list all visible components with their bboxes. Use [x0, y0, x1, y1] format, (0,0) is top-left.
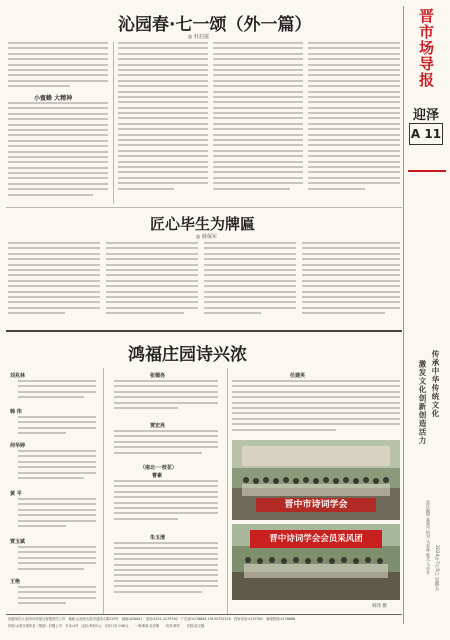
poem-center-author-2: 贾宏亮: [150, 423, 166, 429]
article-top-col4-text: [308, 42, 400, 204]
article-top-subhead: 小蜜蜂 大精神: [34, 95, 73, 102]
poem-text-1: [18, 380, 96, 404]
article-top-title: 沁园春·七一颂（外一篇）: [118, 15, 312, 35]
column-rule-poems-1: [103, 368, 104, 614]
poem-author-2: 韩 伟: [10, 409, 22, 415]
editor-line: 责任编辑 高燕丹 校对 马家林 版式 马亦芳: [426, 500, 431, 575]
slogan-line-2: 激发文化创新创造活力: [418, 360, 427, 445]
poem-text-2: [18, 416, 96, 438]
poem-center-text-4: [114, 542, 218, 608]
date-line: 2024年7月5日 星期五: [434, 545, 439, 591]
column-rule-poems-2: [227, 368, 228, 614]
article-mid-col3-text: [204, 242, 296, 324]
section-name: 迎泽: [412, 108, 439, 123]
poem-text-6: [18, 586, 96, 610]
article-top-byline: ◎ 杜启富: [188, 34, 209, 40]
poem-text-3: [18, 450, 96, 486]
masthead-logo: 晋市场导报: [417, 8, 435, 88]
footer-rule: [6, 614, 402, 615]
article-mid-title: 匠心毕生为牌匾: [150, 215, 256, 233]
column-rule-1: [113, 42, 114, 204]
article-mid-byline: ◎ 薛保军: [196, 234, 217, 240]
edition-badge: A 11: [409, 123, 443, 145]
article-mid-col4-text: [302, 242, 400, 324]
poem-center-text-3: [114, 480, 218, 530]
poem-center-author-3: 曹素: [152, 473, 163, 479]
group-photo-1-banner: 晋中市诗词学会: [284, 500, 348, 510]
section-poems-title: 鸿福庄园诗兴浓: [128, 345, 247, 365]
column-rule-right: [403, 6, 404, 624]
poem-center-author-1: 张德亮: [150, 373, 166, 379]
masthead-divider: [408, 170, 446, 172]
group-photo-2: [232, 524, 400, 600]
section-rule-1: [6, 207, 402, 208]
masthead: [405, 8, 447, 168]
article-top-col1-text: [8, 42, 108, 90]
poem-center-text-1: [114, 380, 218, 418]
article-top-col3-text: [213, 42, 303, 204]
group-photo-1: [232, 440, 400, 520]
poem-right-text-1: [232, 380, 400, 436]
section-rule-2: [6, 330, 402, 332]
poem-author-1: 刘兆林: [10, 373, 26, 379]
poem-center-text-2: [114, 430, 218, 460]
article-top-col2-text: [118, 42, 208, 204]
poem-author-5: 贾玉斌: [10, 539, 26, 545]
slogan-line-1: 传承中华传统文化: [431, 350, 440, 418]
group-photo-2-banner: 晋中诗词学会会员采风团: [269, 534, 363, 544]
poem-author-6: 王艳: [10, 579, 21, 585]
article-mid-col2-text: [106, 242, 198, 324]
poems-center-column: [108, 372, 224, 612]
article-top-col1b-text: [8, 102, 108, 202]
poems-left-column: [8, 372, 100, 612]
poem-center-mark: （南北·一枝花）: [140, 465, 177, 471]
photo-credit: 韩玮 摄: [372, 604, 387, 609]
poem-author-3: 何华婷: [10, 443, 26, 449]
poem-author-4: 黄 平: [10, 491, 22, 497]
poem-text-5: [18, 546, 96, 574]
poem-center-author-4: 朱玉清: [150, 535, 166, 541]
article-mid-col1-text: [8, 242, 100, 324]
poem-text-4: [18, 498, 96, 534]
footer-line-2: 印刷:山西日报印务（集团）有限公司 开本:4开 定价:每份1元 全年订价:198元 一般事项:告法律 初对:韩羊 法院:赵文娜: [8, 624, 205, 628]
footer-line-1: 出版单位:山西市场导报社有限责任公司 地址:山西省太原市迎泽大街229号 邮编:030001 电话:0351-4179700 广告部:4176664 19135722318 投诉电话:4137901 新闻热线:4176666: [8, 617, 296, 621]
poem-right-author-1: 任建英: [290, 373, 306, 379]
